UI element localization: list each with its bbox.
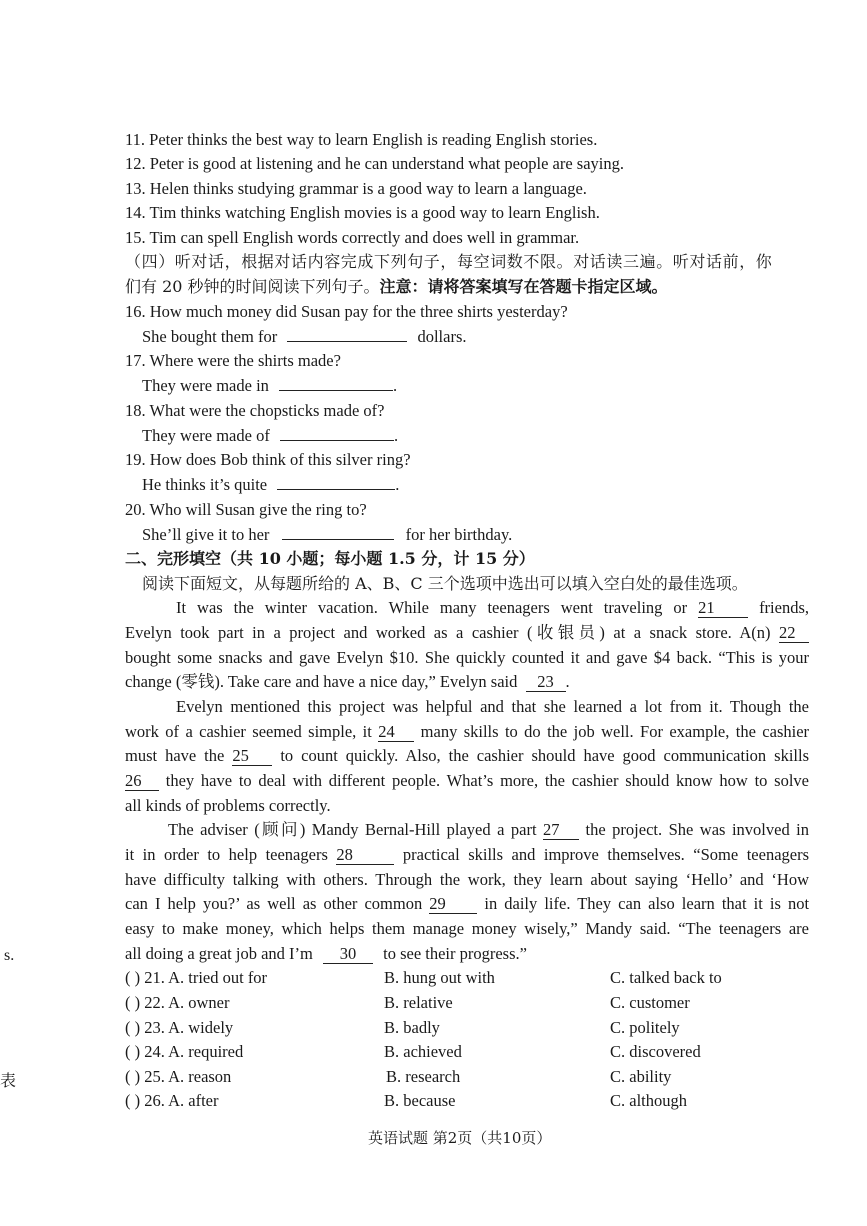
question-18: 18. What were the chopsticks made of? [125,401,385,420]
answer-line-20 [142,525,512,545]
option-row-25-c[interactable]: C. ability [610,1067,672,1086]
cloze-blank-25[interactable]: 25 [232,747,272,766]
passage-text: in daily life. They can also learn that it is not [484,894,810,913]
margin-mark-s: s. [4,947,15,964]
answer-blank-17[interactable] [279,376,393,391]
section2-instruction: 阅读下面短文，从每题所给的 A、B、C 三个选项中选出可以填入空白处的最佳选项。 [142,574,748,593]
option-row-24-b[interactable]: B. achieved [384,1042,462,1061]
option-row-26-c[interactable]: C. although [610,1091,687,1110]
option-row-24-c[interactable]: C. discovered [610,1042,701,1061]
answer-blank-19[interactable] [277,475,395,490]
passage-text: change (零钱). Take care and have a nice day,” Evelyn said [125,672,518,691]
passage-text: work of a cashier seemed simple, it [125,722,372,741]
section4-instruction-plain: 们有 20 秒钟的时间阅读下列句子。 [125,277,380,296]
passage-text: they have to deal with different people. What’s more, the cashier should know how to solve [165,771,810,790]
answer-blank-20[interactable] [282,525,394,540]
passage-text: friends, [759,598,810,617]
question-19: 19. How does Bob think of this silver ring? [125,450,411,469]
option-row-23-a[interactable]: ( ) 23. A. widely [125,1018,234,1037]
passage-line [125,771,809,791]
option-row-26-b[interactable]: B. because [384,1091,456,1110]
option-row-25-a[interactable]: ( ) 25. A. reason [125,1067,232,1086]
answer-prefix: They were made of [142,426,270,445]
page-footer: 英语试题 第2页（共10页） [368,1129,552,1147]
passage-text: many skills to do the job well. For example, the cashier [420,722,810,741]
passage-text: Evelyn took part in a project and worked as a cashier (收银员) at a snack store. A(n) [125,623,771,642]
cloze-blank-29[interactable]: 29 [429,895,477,914]
passage-text: practical skills and improve themselves. “Some teenagers [402,845,810,864]
answer-line-18 [142,426,398,446]
statement-11: 11. Peter thinks the best way to learn English is reading English stories. [125,130,598,149]
answer-prefix: They were made in [142,376,269,395]
passage-line [125,672,570,692]
answer-blank-16[interactable] [287,327,407,342]
statement-12: 12. Peter is good at listening and he can understand what people are saying. [125,154,624,173]
answer-prefix: She bought them for [142,327,278,346]
answer-line-16 [142,327,467,347]
cloze-blank-26[interactable]: 26 [125,772,159,791]
section4-attention-note: 注意：请将答案填写在答题卡指定区域。 [379,277,668,296]
cloze-blank-30[interactable]: 30 [323,945,373,964]
option-row-21-a[interactable]: ( ) 21. A. tried out for [125,968,268,987]
cloze-blank-27[interactable]: 27 [543,821,579,840]
answer-prefix: He thinks it’s quite [142,475,268,494]
passage-line [125,944,527,964]
cloze-blank-23[interactable]: 23 [526,673,566,692]
passage-text: . [565,672,570,691]
passage-text: to count quickly. Also, the cashier should have good communication skills [280,746,809,765]
cloze-blank-22[interactable]: 22 [779,624,809,643]
answer-suffix: . [393,376,398,395]
passage-line: easy to make money, which helps them manage money wisely,” Mandy said. “The teenagers are [125,919,809,938]
passage-text: the project. She was involved in [585,820,810,839]
answer-suffix: dollars. [417,327,467,346]
passage-line [125,623,809,643]
passage-text: It was the winter vacation. While many teenagers went traveling or [176,598,688,617]
statement-14: 14. Tim thinks watching English movies is a good way to learn English. [125,203,600,222]
answer-suffix: . [393,426,399,445]
answer-suffix: . [395,475,400,494]
question-16: 16. How much money did Susan pay for the three shirts yesterday? [125,302,568,321]
passage-line: have difficulty talking with others. Through the work, they learn about saying ‘Hello’ and ‘How [125,870,809,889]
passage-line [125,746,809,766]
option-row-21-b[interactable]: B. hung out with [384,968,495,987]
question-17: 17. Where were the shirts made? [125,351,341,370]
margin-mark-biao: 表 [0,1071,17,1090]
passage-line [125,894,809,914]
statement-13: 13. Helen thinks studying grammar is a good way to learn a language. [125,179,587,198]
option-row-23-c[interactable]: C. politely [610,1018,680,1037]
cloze-blank-21[interactable]: 21 [698,599,748,618]
option-row-21-c[interactable]: C. talked back to [610,968,722,987]
statement-15: 15. Tim can spell English words correctly and does well in grammar. [125,228,580,247]
passage-text: it in order to help teenagers [125,845,328,864]
answer-blank-18[interactable] [280,426,394,441]
passage-line [176,598,809,618]
passage-line: all kinds of problems correctly. [125,796,331,815]
answer-line-17 [142,376,397,396]
cloze-blank-24[interactable]: 24 [378,723,414,742]
passage-text: to see their progress.” [383,944,527,963]
section2-heading: 二、完形填空（共 10 小题；每小题 1.5 分，计 15 分） [125,549,535,568]
option-row-22-a[interactable]: ( ) 22. A. owner [125,993,230,1012]
passage-text: The adviser (顾问) Mandy Bernal-Hill played a part [168,820,537,839]
passage-line: Evelyn mentioned this project was helpful and that she learned a lot from it. Though the [176,697,809,716]
section4-instruction-line1: （四）听对话，根据对话内容完成下列句子，每空词数不限。对话读三遍。听对话前，你 [125,252,773,271]
answer-suffix: for her birthday. [405,525,513,544]
option-row-25-b[interactable]: B. research [386,1067,461,1086]
question-20: 20. Who will Susan give the ring to? [125,500,367,519]
passage-text: must have the [125,746,225,765]
passage-text: can I help you?’ as well as other common [125,894,423,913]
option-row-22-b[interactable]: B. relative [384,993,453,1012]
option-row-26-a[interactable]: ( ) 26. A. after [125,1091,219,1110]
passage-line: bought some snacks and gave Evelyn $10. She quickly counted it and gave $4 back. “This is your [125,648,809,667]
option-row-22-c[interactable]: C. customer [610,993,690,1012]
passage-line [168,820,809,840]
passage-text: all doing a great job and I’m [125,944,313,963]
option-row-24-a[interactable]: ( ) 24. A. required [125,1042,244,1061]
passage-line [125,722,809,742]
section4-instruction-line2 [125,277,668,297]
cloze-blank-28[interactable]: 28 [336,846,394,865]
answer-line-19 [142,475,399,495]
answer-prefix: She’ll give it to her [142,525,270,544]
passage-line [125,845,809,865]
option-row-23-b[interactable]: B. badly [384,1018,440,1037]
